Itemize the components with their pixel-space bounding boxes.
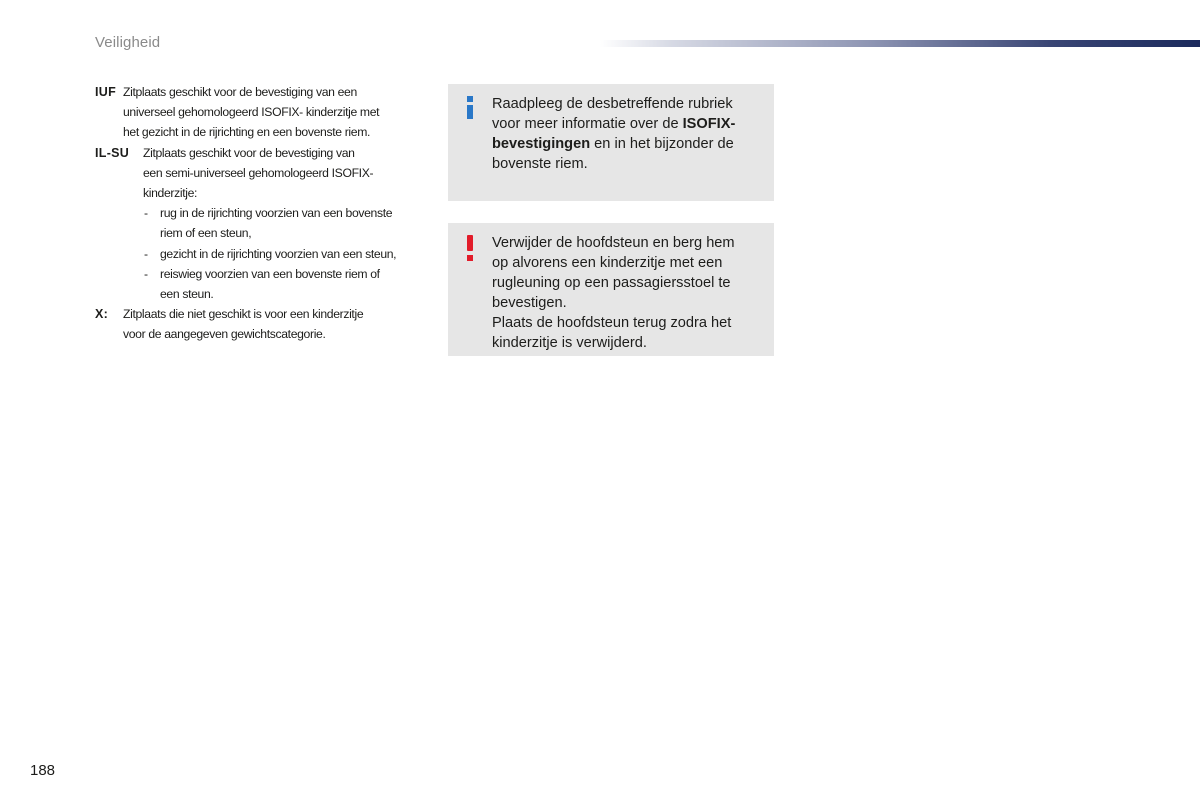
list-item <box>144 203 430 243</box>
legend-text-line: kinderzitje: <box>143 186 198 201</box>
legend-text-line: Zitplaats geschikt voor de bevestiging van een <box>123 85 357 99</box>
section-title: Veiligheid <box>95 34 161 51</box>
legend-code-x: X: <box>95 307 109 322</box>
info-text-line: bovenste riem. <box>492 156 588 172</box>
info-text-line: bevestigingen en in het bijzonder de <box>492 136 734 152</box>
legend-text-line: een semi-universeel gehomologeerd ISOFIX- <box>143 165 374 180</box>
legend-entry-il-su <box>95 143 430 305</box>
legend-code-iuf: IUF <box>95 85 117 99</box>
legend-text-line: het gezicht in de rijrichting en een bovenste riem. <box>123 125 371 140</box>
warning-text-line: kinderzitje is verwijderd. <box>492 335 647 351</box>
list-item <box>144 244 430 264</box>
il-su-options-list <box>95 203 430 304</box>
warning-text-line: op alvorens een kinderzitje met een <box>492 255 723 271</box>
legend-text-line: universeel gehomologeerd ISOFIX- kinderzitje met <box>123 105 380 120</box>
isofix-legend <box>95 82 430 345</box>
info-note-box <box>448 84 774 201</box>
legend-code-il-su: IL-SU <box>95 145 130 160</box>
legend-entry-x <box>95 304 430 344</box>
warning-text-line: bevestigen. <box>492 295 567 311</box>
page-number: 188 <box>30 762 56 779</box>
list-item-line: - rug in de rijrichting voorzien van een bovenste <box>160 206 393 221</box>
warning-text-line: rugleuning op een passagiersstoel te <box>492 275 731 291</box>
info-text-line: Raadpleeg de desbetreffende rubriek <box>492 96 733 112</box>
legend-text-line: voor de aangegeven gewichtscategorie. <box>123 327 326 342</box>
warning-icon <box>463 235 477 261</box>
info-icon <box>463 96 477 119</box>
warning-text-line: Plaats de hoofdsteun terug zodra het <box>492 315 732 331</box>
info-text-line: voor meer informatie over de ISOFIX- <box>492 116 736 132</box>
list-item-line: - gezicht in de rijrichting voorzien van een steun, <box>160 246 397 261</box>
legend-text-line: Zitplaats die niet geschikt is voor een kinderzitje <box>123 307 364 322</box>
warning-text-line: Verwijder de hoofdsteun en berg hem <box>492 235 735 251</box>
list-item-line: een steun. <box>160 287 214 302</box>
legend-text-line: Zitplaats geschikt voor de bevestiging van <box>143 145 355 160</box>
legend-entry-iuf <box>95 82 430 143</box>
list-item-line: riem of een steun, <box>160 226 252 241</box>
header-gradient-bar <box>600 40 1200 47</box>
list-item <box>144 264 430 304</box>
warning-note-box <box>448 223 774 356</box>
list-item-line: - reiswieg voorzien van een bovenste riem of <box>160 266 380 281</box>
